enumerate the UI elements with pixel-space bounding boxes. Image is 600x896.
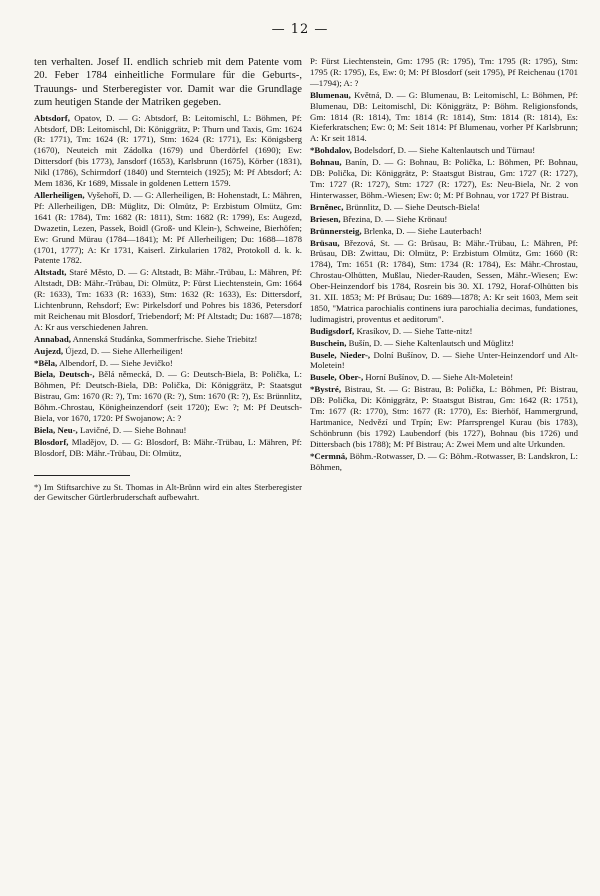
entry-text: Horní Bušínov, D. — Siehe Alt-Moletein!: [365, 372, 514, 383]
entry-text: Květná, D. — G: Blumenau, B: Leitomischl, L: Böhmen, Pf: Blumenau, DB: Leitomischl, Di: Königgrätz, P: Böhm. Religionsfonds, Gm: 1814 (R: 1814), Tm: 1814 (R: 1814), Stm: 1814 (R: 1814), Es: Kieferkratschen; Ew: 0; M: Seit 1814: Pf Blumenau, vorher Pf Karlsbrunn; A: Kr seit 1814.: [310, 89, 578, 144]
entry-heading: Allerheiligen,: [34, 189, 85, 200]
entry-heading: Annabad,: [34, 333, 71, 344]
register-entry: [310, 214, 578, 225]
register-entry: [310, 145, 578, 156]
register-entry: [310, 326, 578, 337]
register-entry: [310, 238, 578, 325]
register-entry: [34, 358, 302, 369]
page-number: — 12 —: [271, 22, 329, 37]
entry-text: Lavičné, D. — Siehe Bohnau!: [79, 425, 187, 435]
register-entry: [34, 369, 302, 424]
footnote-rule: [34, 475, 130, 476]
entry-heading: Biela, Deutsch-,: [34, 369, 95, 380]
register-entry: [34, 113, 302, 189]
entry-text: Bušín, D. — Siehe Kaltenlautsch und Müglitz!: [348, 337, 514, 348]
entry-text: Albendorf, D. — Siehe Jevičko!: [58, 357, 173, 368]
register-entry: [310, 90, 578, 145]
register-entry: [34, 334, 302, 345]
register-entry: [310, 226, 578, 237]
entry-heading: *Bohdalov,: [310, 145, 352, 156]
register-entry: [310, 56, 578, 89]
entry-text: Brünnlitz, D. — Siehe Deutsch-Biela!: [345, 201, 481, 212]
entry-heading: *Běla,: [34, 357, 58, 368]
entry-heading: Buschein,: [310, 337, 347, 348]
entry-heading: Aujezd,: [34, 345, 64, 356]
entry-heading: Busele, Nieder-,: [310, 349, 371, 360]
register-entry: [34, 346, 302, 357]
register-entry: [34, 425, 302, 436]
entry-heading: Blumenau,: [310, 89, 351, 100]
entry-heading: Blosdorf,: [34, 436, 69, 447]
entry-heading: *Cermná,: [310, 450, 348, 461]
entry-text: Bistrau, St. — G: Bistrau, B: Polička, L: Böhmen, Pf: Bistrau, DB: Polička, Di: Königgrätz, P: Staatsgut Bistrau, Gm: 1642 (R: 1751), Tm: 1677 (R: 1770), Stm: 1677 (R: 1770), Es: Bierhöf, Hammergrund, Hartmanice, Nedvězí und Trpín; Ew: Pfarrsprengel Kurau (bis 1783), Schönbrunn (bis 1792) Laubendorf (bis 1727), Bohnau (bis 1726) und Dittersbach (bis 1788); M: Pf Bistrau; A: Zwei Mem und alte Urkunden.: [310, 384, 578, 449]
entry-text: Bělá německá, D. — G: Deutsch-Biela, B: Polička, L: Böhmen, Pf: Deutsch-Biela, DB: Polička, Di: Königgrätz, P: Staatsgut Bistrau, Gm: 1670 (R: ?), Tm: 1670 (R: ?), Stm: 1670 (R: ?), Es: Brünnlitz, Böhm.-Chrostau, Königheinzendorf (seit 1720); Ew: ?; M: Pf Deutsch-Biela, vor 1670, 1720: Pf Swojanow; A: ?: [34, 369, 303, 424]
left-entry-list: [34, 113, 302, 459]
right-entry-list: [310, 56, 578, 473]
entry-text: Mladějov, D. — G: Blosdorf, B: Mähr.-Trübau, L: Mähren, Pf: Blosdorf, DB: Mähr.-Trübau, Di: Olmütz,: [34, 436, 302, 458]
register-entry: [310, 451, 578, 473]
register-entry: [34, 437, 302, 459]
entry-heading: Brněnec,: [310, 201, 344, 212]
entry-heading: Busele, Ober-,: [310, 372, 364, 383]
register-entry: [34, 190, 302, 266]
entry-text: Brlenka, D. — Siehe Lauterbach!: [363, 225, 482, 236]
entry-text: P: Fürst Liechtenstein, Gm: 1795 (R: 1795), Tm: 1795 (R: 1795), Stm: 1795 (R: 1795), Es, Ew: 0; M: Pf Blosdorf (seit 1795), Pf Reichenau (1701—1794); A: ?: [310, 56, 578, 88]
entry-heading: Abtsdorf,: [34, 112, 70, 123]
register-entry: [310, 157, 578, 201]
entry-heading: Brünnersteig,: [310, 225, 362, 236]
register-entry: [310, 384, 578, 449]
entry-text: Újezd, D. — Siehe Allerheiligen!: [65, 345, 184, 356]
left-column: [34, 56, 302, 503]
entry-text: Opatov, D. — G: Abtsdorf, B: Leitomischl, L: Böhmen, Pf: Abtsdorf, DB: Leitomischl, Di: Königgrätz, P: Thurn und Taxis, Gm: 1624 (R: 1771), Tm: 1624 (R: 1771), Stm: 1624 (R: 1771), Es: Königsberg (1670), Neuteich mit Zádolka (1679) und Überdörfel (1690); Ew: Dittersdorf (bis 1773), Jansdorf (1653), Karlsbrunn (1675), Körber (1831), Nikl (1786), Schirmdorf (1840) und Sternteich (1925); M: Pf Abtsdorf; A: Mem 1836, Kr 1689, Missale in goldenen Lettern 1579.: [34, 112, 302, 189]
entry-heading: *Bystré,: [310, 384, 342, 395]
entry-text: Dolní Bušínov, D. — Siehe Unter-Heinzendorf und Alt-Moletein!: [310, 349, 578, 371]
entry-text: Banín, D. — G: Bohnau, B: Polička, L: Böhmen, Pf: Bohnau, DB: Polička, Di: Königgrätz, P: Staatsgut Bistrau, Gm: 1727 (R: 1727), Tm: 1727 (R: 1727), Stm: 1727 (R: 1727), Es: Neu-Biela, Nr. 2 von Hinterwasser, Böhm.-Wiesen; Ew: 0; M: Pf Bohnau, vor 1727 Pf Bistrau.: [310, 157, 578, 200]
entry-text: Annenská Studánka, Sommerfrische. Siehe Triebitz!: [72, 333, 258, 344]
entry-heading: Bohnau,: [310, 157, 342, 168]
entry-text: Staré Město, D. — G: Altstadt, B: Mähr.-Trübau, L: Mähren, Pf: Altstadt, DB: Mähr.-Trübau, Di: Olmütz, P: Fürst Liechtenstein, Gm: 1664 (R: 1633), Tm: 1633 (R: 1633), Stm: 1632 (R: 1633), Es: Dittersdorf, Lichtenbrunn, Rehsdorf; Ew: Pirkelsdorf und Pohres bis 1836, Petersdorf mit Reichenau mit Blosdorf, Triebendorf; M: Pf Altstadt; Du: 1687—1878; A: Kr aus verschiedenen Jahren.: [34, 267, 302, 332]
entry-text: Březová, St. — G: Brüsau, B: Mähr.-Trübau, L: Mähren, Pf: Brüsau, DB: Zwittau, Di: Olmütz, P: Erzbistum Olmütz, Gm: 1660 (R: 1784), Tm: 1651 (R: 1784), Stm: 1734 (R: 1784), Es: Mähr.-Chrostau, Chrostau-Olhütten, Mußlau, Nieder-Rauden, Sessen, Mähr.-Wiesen; Ew: Ober-Heinzendorf bis 1784, Rosrein bis 30. XI. 1792, Horaf-Olhütten bis 31. XII. 1853; M: Pf Brüsau; Du: 1689—1878; A: Kr seit 1603, Mem seit 1850, "Matrica parochialis continens iura parochialia decimas, fundationes, ludimagistri, proventus et aeditorum".: [310, 237, 578, 324]
entry-text: Bodelsdorf, D. — Siehe Kaltenlautsch und Türnau!: [354, 145, 536, 156]
register-entry: [310, 350, 578, 372]
register-entry: [310, 202, 578, 213]
entry-heading: Brüsau,: [310, 237, 340, 248]
right-column: [310, 56, 578, 474]
register-entry: [34, 267, 302, 332]
entry-heading: Briesen,: [310, 213, 341, 224]
entry-text: Krasíkov, D. — Siehe Tatte-nitz!: [356, 325, 473, 336]
register-entry: [310, 372, 578, 383]
entry-heading: Biela, Neu-,: [34, 425, 78, 435]
entry-text: Vyšehoří, D. — G: Allerheiligen, B: Hohenstadt, L: Mähren, Pf: Allerheiligen, DB: Müglitz, Di: Olmütz, P: Erzbistum Olmütz, Gm: 1641 (R: 1784), Tm: 1682 (R: 1811), Stm: 1682 (R: 1799), Es: Augezd, Dwazetin, Lezen, Passek, Boidl (Groß- und Klein-), Schweine, Bierhöfen; Ew: Grund Mürau (1784—1841); M: Pf Allerheiligen; Du: 1688—1878 (1701, 1777); A: Kr 1731, Kaiserl. Zirkularien 1782, Protokoll d. k. k. Patente 1782.: [34, 189, 302, 266]
entry-heading: Budigsdorf,: [310, 325, 355, 336]
register-entry: [310, 338, 578, 349]
entry-text: Březina, D. — Siehe Krönau!: [342, 213, 448, 224]
entry-heading: Altstadt,: [34, 267, 67, 278]
entry-text: Böhm.-Rotwasser, D. — G: Böhm.-Rotwasser, B: Landskron, L: Böhmen,: [310, 450, 578, 472]
footnote: *) Im Stiftsarchive zu St. Thomas in Alt-Brünn wird ein altes Sterberegister der Gewitscher Gürtlerbruderschaft aufbewahrt.: [34, 481, 302, 503]
intro-paragraph: ten verhalten. Josef II. endlich schrieb mit dem Patente vom 20. Feber 1784 einheitliche Formulare für die Geburts-, Trauungs- und Sterberegister vor. Damit war die Grundlage zum heutigen Stande der Matriken gegeben.: [34, 57, 302, 109]
